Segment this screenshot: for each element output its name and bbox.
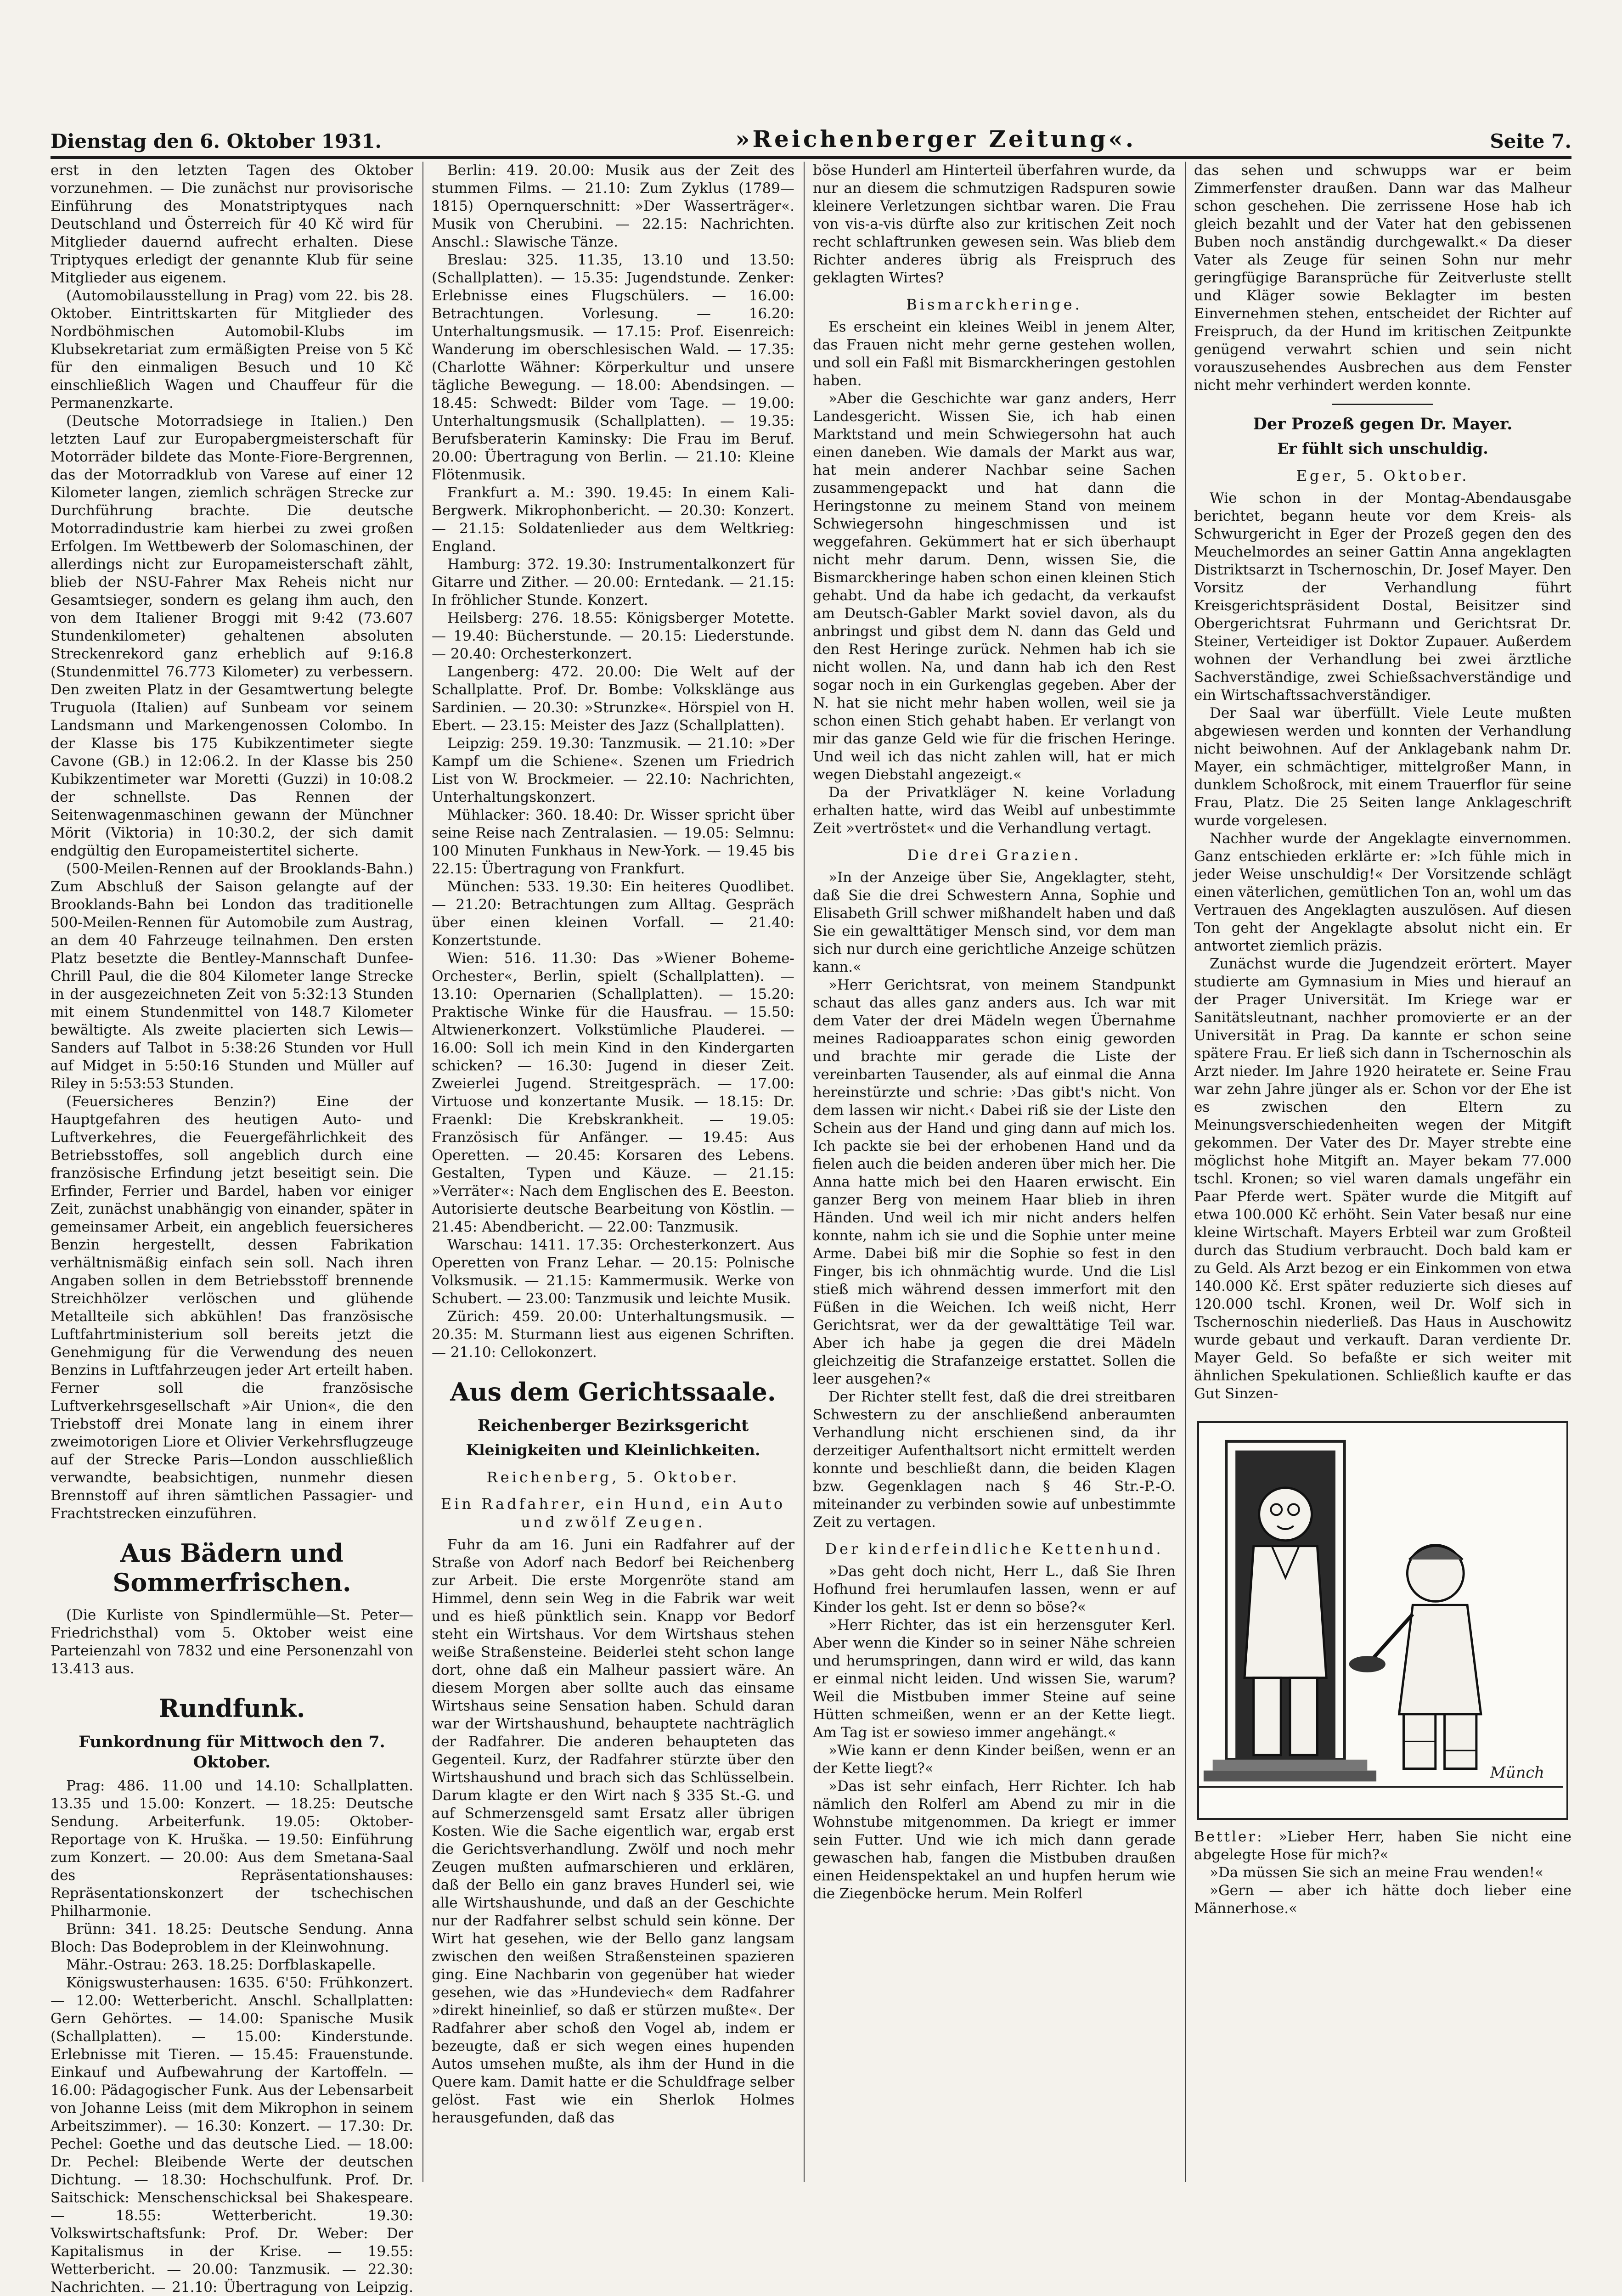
article-text: erst in den letzten Tagen des Oktober vorzunehmen. — Die zunächst nur provisorische Einführung des Monatstriptyques nach Deutschland und Österreich für 40 Kč wird für Mitglieder dauernd aufrecht erhalten. Diese Triptyques erledigt der genannte Klub für seine Mitglieder aus eigenem.: [51, 162, 413, 286]
radio-listing-breslau: Breslau: 325. 11.35, 13.10 und 13.50: (Schallplatten). — 15.35: Jugendstunde. Zenker: Erlebnisse eines Flugschülers. — 16.00: Betrachtungen. Vorlesung. — 16.20: Unterhaltungsmusik. — 17.15: Prof. Eisenreich: Wanderung im oberschlesischen Wald. — 17.35: (Charlotte Wähner: Körperkultur und unsere tägliche Bewegung. — 18.00: Abendsingen. — 18.45: Schwedt: Bilder vom Tage. — 19.00: Unterhaltungsmusik (Schallplatten). — 19.35: Berufsberaterin Kaminsky: Die Frau im Beruf. 20.00: Übertragung von Berlin. — 21.10: Kleine Flötenmusik.: [432, 252, 794, 483]
story-text: »Herr Gerichtsrat, von meinem Standpunkt schaut das alles ganz anders aus. Ich war mit dem Vater der drei Mädeln wegen Übernahme meines Radioapparates schon einig geworden und brachte mir gerade die Liste der vereinbarten Tausender, als auf einmal die Anna hereinstürzte und schrie: ›Das gibt's nicht. Von dem lassen wir nicht.‹ Dabei riß sie der Liste den Schein aus der Hand und ging dann auf mich los. Ich packte sie bei der erhobenen Hand und da fielen auch die beiden anderen über mich her. Die Anna hatte mich bei den Haaren erwischt. Ein ganzer Berg von meinem Haar blieb in ihren Händen. Und weil ich mir nicht anders helfen konnte, nahm ich sie und die Sophie unter meine Arme. Dabei biß mir die Sophie so fest in den Finger, bis ich ohnmächtig wurde. Und die Lisl stieß mich während dessen immerfort mit den Füßen in die Weichen. Ich weiß nicht, Herr Gerichtsrat, wer da der gewalttätige Teil war. Aber ich habe ja gegen die drei Mädeln gleichzeitig die Strafanzeige erstattet. Sollen die leer ausgehen?«: [813, 977, 1176, 1387]
story-subtitle-mayer: Er fühlt sich unschuldig.: [1277, 439, 1488, 457]
section-heading-courtroom: Aus dem Gerichtssaale.: [450, 1377, 776, 1407]
story-title-chain-dog: Der kinderfeindliche Kettenhund.: [825, 1540, 1164, 1558]
story-text: »Das geht doch nicht, Herr L., daß Sie Ihren Hofhund frei herumlaufen lassen, wenn er auf Kinder los geht. Ist er denn so böse?«: [813, 1563, 1176, 1615]
radio-listing-heilsberg: Heilsberg: 276. 18.55: Königsberger Motette. — 19.40: Bücherstunde. — 20.15: Liederstunde. — 20.40: Orchesterkonzert.: [432, 610, 794, 662]
radio-schedule-title: Funkordnung für Mittwoch den 7. Oktober.: [79, 1733, 385, 1772]
newspaper-title: »Reichenberger Zeitung«.: [735, 125, 1137, 152]
radio-listing-ostrau: Mähr.-Ostrau: 263. 18.25: Dorfblaskapelle.: [66, 1957, 376, 1973]
radio-listing-koenigswusterhausen: Königswusterhausen: 1635. 6'50: Frühkonzert. — 12.00: Wetterbericht. Anschl. Schallplatten: Gern Gehörtes. — 14.00: Spanische Musik (Schallplatten). — 15.00: Kinderstunde. Erlebnisse mit Tieren. — 15.45: Frauenstunde. Einkauf und Aufbewahrung der Kartoffeln. — 16.00: Pädagogischer Funk. Aus der Lebensarbeit von Johanne Leiss (mit dem Mikrophon in seinem Arbeitszimmer). — 16.30: Konzert. — 17.30: Dr. Pechel: Goethe und das deutsche Lied. — 18.00: Dr. Pechel: Bleibende Werte der deutschen Dichtung. — 18.30: Hochschulfunk. Prof. Dr. Saitschick: Menschenschicksal bei Shakespeare. — 18.55: Wetterbericht. 19.30: Volkswirtschaftsfunk: Prof. Dr. Weber: Der Kapitalismus in der Krise. — 19.55: Wetterbericht. — 20.00: Tanzmusik. — 22.30: Nachrichten. — 21.10: Übertragung von Leipzig.: [51, 1975, 413, 2296]
story-title-mayer: Der Prozeß gegen Dr. Mayer.: [1253, 415, 1513, 433]
page-header: [51, 120, 1571, 159]
dateline: Eger, 5. Oktober.: [1296, 467, 1470, 484]
radio-listing-prag: Prag: 486. 11.00 und 14.10: Schallplatten. 13.35 und 15.00: Konzert. — 18.25: Deutsche Sendung. Arbeiterfunk. 19.05: Oktober-Reportage von K. Hruška. — 19.50: Einführung zum Konzert. — 20.00: Aus dem Smetana-Saal des Repräsentationshauses: Repräsentationskonzert der tschechischen Philharmonie.: [51, 1778, 413, 1919]
radio-listing-frankfurt: Frankfurt a. M.: 390. 19.45: In einem Kali-Bergwerk. Mikrophonbericht. — 20.30: Konzert. — 21.15: Soldatenlieder aus dem Weltkrieg: England.: [432, 484, 794, 555]
radio-listing-hamburg: Hamburg: 372. 19.30: Instrumentalkonzert für Gitarre und Zither. — 20.00: Erntedank. — 21.15: In fröhlicher Stunde. Konzert.: [432, 556, 794, 608]
cartoon-caption-1: Bettler: »Lieber Herr, haben Sie nicht eine abgelegte Hose für mich?«: [1194, 1829, 1571, 1863]
story-text: Wie schon in der Montag-Abendausgabe berichtet, begann heute vor dem Kreis- als Schwurgericht in Eger der Prozeß gegen den des Meuchelmordes an seiner Gattin Anna angeklagten Distriktsarzt in Tschernoschin, Dr. Josef Mayer. Den Vorsitz der Verhandlung führt Kreisgerichtspräsident Dostal, Beisitzer sind Obergerichtsrat Fuhrmann und Gerichtsrat Dr. Steiner, Verteidiger ist Doktor Zupauer. Außerdem wohnen der Verhandlung bei zwei ärztliche Sachverständige, zwei Schießsachverständige und ein Wirtschaftssachverständiger.: [1194, 490, 1571, 703]
cartoon-caption-3: »Gern — aber ich hätte doch lieber eine Männerhose.«: [1194, 1882, 1571, 1917]
story-text-cyclist-cont: böse Hunderl am Hinterteil überfahren wurde, da nur an diesem die schmutzigen Radspuren sowie kleinere Verletzungen sichtbar waren. Die Frau von vis-a-vis dürfte also zur kritischen Zeit noch recht schlaftrunken gewesen sein. Was blieb dem Richter anderes übrig als Freispruch des geklagten Wirtes?: [813, 162, 1176, 286]
story-title-herring: Bismarckheringe.: [906, 296, 1082, 313]
story-title-graces: Die drei Grazien.: [907, 846, 1081, 864]
radio-listing-warschau: Warschau: 1411. 17.35: Orchesterkonzert. Aus Operetten von Franz Lehar. — 20.15: Polnische Volksmusik. — 21.15: Kammermusik. Werke von Schubert. — 23.00: Tanzmusik und leichte Musik.: [432, 1237, 794, 1307]
radio-listing-wien: Wien: 516. 11.30: Das »Wiener Boheme-Orchester«, Berlin, spielt (Schallplatten). — 13.10: Opernarien (Schallplatten). — 15.20: Praktische Winke für die Hausfrau. — 15.50: Altwienerkonzert. Volkstümliche Plauderei. — 16.00: Soll ich mein Kind in den Kindergarten schicken? — 16.30: Jugend in dieser Zeit. Zweierlei Jugend. Streitgespräch. — 17.00: Virtuose und konzertante Musik. — 18.15: Dr. Fraenkl: Die Krebskrankheit. — 19.05: Französisch für Anfänger. — 19.45: Aus Operetten. — 20.45: Korsaren des Lebens. Gestalten, Typen und Käuze. — 21.15: »Verräter«: Nach dem Englischen des E. Beeston. Autorisierte deutsche Bearbeitung von Köstlin. — 21.45: Abendbericht. — 22.00: Tanzmusik.: [432, 950, 794, 1235]
section-heading-radio: Rundfunk.: [158, 1694, 305, 1723]
story-text-chain-dog-cont: das sehen und schwupps war er beim Zimmerfenster draußen. Dann war das Malheur schon geschehen. Die zerrissene Hose hab ich gleich bezahlt und der Vater hat den gebissenen Buben noch anständig durchgewalkt.« Da dieser Vater als Zeuge für seinen Sohn nur mehr geringfügige Baransprüche für Zeitverluste stellt und Kläger sowie Beklagter im besten Einvernehmen stehen, entscheidet der Richter auf Freispruch, da der Hund im kritischen Zeitpunkte genügend verwahrt schien und sein nicht vorauszusehendes Ausbrechen aus dem Fenster nicht mehr verhindert werden konnte.: [1194, 162, 1571, 394]
page-number: Seite 7.: [1490, 130, 1571, 152]
column-3: [813, 162, 1176, 2182]
cartoon-caption-2: »Da müssen Sie sich an meine Frau wenden!«: [1210, 1864, 1544, 1881]
cartoon-signature: Münch: [1490, 1763, 1544, 1782]
story-text: Da der Privatkläger N. keine Vorladung erhalten hatte, wird das Weibl auf unbestimmte Zeit »vertröstet« und die Verhandlung vertagt.: [813, 784, 1176, 837]
brief-automobile-exhibition: (Automobilausstellung in Prag) vom 22. bis 28. Oktober. Eintrittskarten für Mitglieder des Nordböhmischen Automobil-Klubs im Klubsekretariat zum ermäßigten Preise von 5 Kč für den einmaligen Besuch und 10 Kč einschließlich Wagen und Chauffeur für die Permanenzkarte.: [51, 287, 413, 411]
radio-listing-zuerich: Zürich: 459. 20.00: Unterhaltungsmusik. — 20.35: M. Sturmann liest aus eigenen Schriften. — 21.10: Cellokonzert.: [432, 1308, 794, 1361]
story-text: Der Richter stellt fest, daß die drei streitbaren Schwestern zu der anschließend anberaumten Verhandlung nicht erschienen sind, da ihr derzeitiger Aufenthaltsort nicht ermittelt werden konnte und beschließt dann, die beiden Klagen bzw. Gegenklagen nach § 46 Str.-P.-O. miteinander zu verbinden sowie auf unbestimmte Zeit zu vertagen.: [813, 1389, 1176, 1531]
story-text: Nachher wurde der Angeklagte einvernommen. Ganz entschieden erklärte er: »Ich fühle mich in jeder Weise unschuldig!« Der Vorsitzende schlägt einen väterlichen, gemütlichen Ton an, wohl um das Vertrauen des Angeklagten auszulösen. Auf diesen Ton geht der Angeklagte absolut nicht ein. Er antwortet ziemlich präzis.: [1194, 830, 1571, 954]
brief-fireproof-petrol: (Feuersicheres Benzin?) Eine der Hauptgefahren des heutigen Auto- und Luftverkehres, die Feuergefährlichkeit des Betriebsstoffes, soll angeblich durch eine französische Erfindung jetzt beseitigt sein. Die Erfinder, Ferrier und Bardel, haben vor einiger Zeit, zunächst unabhängig von einander, später in gemeinsamer Arbeit, ein angeblich feuersicheres Benzin hergestellt, dessen Fabrikation verhältnismäßig einfach sein soll. Nach ihren Angaben sollen in dem Betriebsstoff brennende Streichhölzer verlöschen und glühende Metallteile sich abkühlen! Das französische Luftfahrtministerium soll bereits jetzt die Genehmigung für die Verwendung des neuen Benzins in Luftfahrzeugen jeder Art erteilt haben. Ferner soll die französische Luftverkehrsgesellschaft »Air Union«, die den Triebstoff drei Monate lang in einem ihrer zweimotorigen Liore et Olivier Verkehrsflugzeuge auf der Strecke Paris—London ausschließlich verwandte, beabsichtigen, nunmehr diesen Brennstoff auf ihren sämtlichen Passagier- und Frachtstrecken einzuführen.: [51, 1093, 413, 1522]
brief-motorcycle-victories: (Deutsche Motorradsiege in Italien.) Den letzten Lauf zur Europabergmeisterschaft für Motorräder bildete das Monte-Fiore-Bergrennen, das der Motorradklub von Varese auf einer 12 Kilometer langen, ziemlich schrägen Strecke zur Durchführung brachte. Die deutsche Motorradindustrie kam hierbei zu zwei großen Erfolgen. Im Wettbewerb der Solomaschinen, der allerdings nicht zur Europameisterschaft zählt, blieb der NSU-Fahrer Max Reheis nicht nur Gesamtsieger, sondern es gelang ihm auch, den von dem Italiener Broggi mit 9:42 (73.607 Stundenkilometer) gehaltenen absoluten Streckenrekord ganz erheblich auf 9:16.8 (Stundenmittel 76.773 Kilometer) zu verbessern. Den zweiten Platz in der Gesamtwertung belegte Truguola (Italien) auf Sunbeam vor seinem Landsmann und Markengenossen Colombo. In der Klasse bis 175 Kubikzentimeter siegte Cavone (GB.) in 12:06.2. In der Klasse bis 250 Kubikzentimeter war Moretti (Guzzi) in 10:08.2 der schnellste. Das Rennen der Seitenwagenmaschinen gewann der Münchner Mörit (Viktoria) in 10:30.2, der sich damit endgültig den Europameistertitel sicherte.: [51, 413, 413, 859]
section-heading-spas: Aus Bädern und Sommerfrischen.: [113, 1538, 351, 1597]
radio-listing-berlin: Berlin: 419. 20.00: Musik aus der Zeit des stummen Films. — 21.10: Zum Zyklus (1789—1815) Opernquerschnitt: »Der Wasserträger«. Musik von Cherubini. — 22.15: Nachrichten. Anschl.: Slawische Tänze.: [432, 162, 794, 250]
column-4: [1194, 162, 1571, 2182]
court-subtitle: Kleinigkeiten und Kleinlichkeiten.: [466, 1441, 760, 1459]
radio-listing-bruenn: Brünn: 341. 18.25: Deutsche Sendung. Anna Bloch: Das Bodeproblem in der Kleinwohnung.: [51, 1921, 413, 1955]
dateline: Reichenberg, 5. Oktober.: [486, 1469, 740, 1486]
radio-listing-leipzig: Leipzig: 259. 19.30: Tanzmusik. — 21.10: »Der Kampf um die Schiene«. Szenen um Friedrich List von W. Brockmeier. — 22.10: Nachrichten, Unterhaltungskonzert.: [432, 735, 794, 805]
divider: [1332, 404, 1433, 405]
radio-listing-langenberg: Langenberg: 472. 20.00: Die Welt auf der Schallplatte. Prof. Dr. Bombe: Volksklänge aus Sardinien. — 20.30: »Strunzke«. Hörspiel von H. Ebert. — 23.15: Meister des Jazz (Schallplatten).: [432, 664, 794, 734]
story-title-cyclist: Ein Radfahrer, ein Hund, ein Auto und zwölf Zeugen.: [440, 1495, 786, 1531]
story-text: »Aber die Geschichte war ganz anders, Herr Landesgericht. Wissen Sie, ich hab einen Marktstand und mein Schwiegersohn hat auch einen daneben. Wie damals der Markt aus war, hat mein anderer Nachbar seine Sachen zusammengepackt und hat dann die Heringstonne zu meinem Stand von meinem Schwiegersohn hingeschmissen und ist weggefahren. Gekümmert hat er sich überhaupt nicht mehr darum. Denn, wissen Sie, die Bismarckheringe haben schon einen kleinen Stich gehabt. Und da habe ich gedacht, da verkaufst am Deutsch-Gabler Markt soviel davon, als du anbringst und gibst dem N. dann das Geld und den Rest Heringe zurück. Nehmen hab ich sie nicht wollen. Na, und dann hab ich den Rest sogar noch in ein Gurkenglas gegeben. Aber der N. hat sie nicht mehr haben wollen, weil sie ja schon einen Stich gehabt haben. Er verlangt von mir das ganze Geld wie für die frischen Heringe. Und weil ich das nicht zahlen will, hat er mich wegen Diebstahl angezeigt.«: [813, 390, 1176, 783]
story-text: »Wie kann er denn Kinder beißen, wenn er an der Kette liegt?«: [813, 1742, 1176, 1777]
story-text: Der Saal war überfüllt. Viele Leute mußten abgewiesen werden und konnten der Verhandlung nicht beiwohnen. Auf der Anklagebank nahm Dr. Mayer, ein schmächtiger, mittelgroßer Mann, in dunklem Schoßrock, mit einem Trauerflor für seine Frau, Platz. Die 25 Seiten lange Anklageschrift wurde vorgelesen.: [1194, 705, 1571, 829]
column-2: [432, 162, 794, 2182]
story-text: Zunächst wurde die Jugendzeit erörtert. Mayer studierte am Gymnasium in Mies und hierauf an der Prager Universität. Im Kriege war er Sanitätsleutnant, nachher promovierte er an der Universität in Prag. Da kannte er schon seine spätere Frau. Er ließ sich dann in Tschernoschin als Arzt nieder. Im Jahre 1920 heiratete er. Seine Frau war zehn Jahre jünger als er. Schon vor der Ehe ist es zwischen den Eltern zu Meinungsverschiedenheiten wegen der Mitgift gekommen. Der Vater des Dr. Mayer strebte eine möglichst hohe Mitgift an. Mayer bekam 77.000 tschl. Kronen; so viel waren damals ungefähr ein Paar Pferde wert. Später wurde die Mitgift auf etwa 100.000 Kč erhöht. Sein Vater besaß nur eine kleine Wirtschaft. Mayers Erbteil war zum Großteil durch das Studium verbraucht. Doch bald kam er zu Geld. Als Arzt bezog er ein Einkommen von etwa 140.000 Kč. Erst später reduzierte sich dieses auf 120.000 tschl. Kronen, weil Dr. Wolf sich in Tschernoschin niederließ. Das Haus in Auschowitz wurde gebaut und verkauft. Daran verdiente Dr. Mayer Geld. So befaßte er sich weiter mit ähnlichen Spekulationen. Schließlich kaufte er das Gut Sinzen-: [1194, 956, 1571, 1402]
story-text: »In der Anzeige über Sie, Angeklagter, steht, daß Sie die drei Schwestern Anna, Sophie und Elisabeth Grill schwer mißhandelt haben und daß Sie ein gewalttätiger Mensch sind, vor dem man sich nur durch eine gerichtliche Anzeige schützen kann.«: [813, 869, 1176, 975]
column-1: [51, 162, 413, 2296]
cartoon-drawing: [1199, 1423, 1563, 1814]
radio-listing-muenchen: München: 533. 19.30: Ein heiteres Quodlibet. — 21.20: Betrachtungen zum Alltag. Gespräch über einen kleinen Vorfall. — 21.40: Konzertstunde.: [432, 878, 794, 949]
cartoon-illustration: [1197, 1421, 1568, 1820]
brief-brooklands-race: (500-Meilen-Rennen auf der Brooklands-Bahn.) Zum Abschluß der Saison gelangte auf der Brooklands-Bahn bei London das traditionelle 500-Meilen-Rennen für Automobile zum Austrag, an dem 40 Fahrzeuge teilnahmen. Den ersten Platz besetzte die Bentley-Mannschaft Dunfee-Chrill Paul, die die 804 Kilometer lange Strecke in der ausgezeichneten Zeit von 5:32:13 Stunden mit einem Stundenmittel von 148.7 Kilometer bewältigte. Als zweite placierten sich Lewis—Sanders auf Talbot in 5:38:26 Stunden vor Hull auf Midget in 5:50:16 Stunden und Müller auf Riley in 5:53:53 Stunden.: [51, 861, 413, 1092]
story-text: »Herr Richter, das ist ein herzensguter Kerl. Aber wenn die Kinder so in seiner Nähe schreien und herumspringen, dann wird er wild, das kann er einmal nicht leiden. Und wissen Sie, warum? Weil die Mistbuben immer Steine auf seine Hütten schmeißen, wenn er an der Kette liegt. Am Tag ist er sowieso immer angehängt.«: [813, 1617, 1176, 1741]
court-name: Reichenberger Bezirksgericht: [477, 1416, 749, 1435]
story-text: »Das ist sehr einfach, Herr Richter. Ich hab nämlich den Rolferl am Abend zu mir in die Wohnstube mitgenommen. Da kriegt er immer sein Futter. Und wie ich mich dann gerade gewaschen hab, fangen die Mistbuben draußen einen Heidenspektakel an und hupfen herum wie die Ziegenböcke herum. Mein Rolferl: [813, 1778, 1176, 1902]
story-text: Es erscheint ein kleines Weibl in jenem Alter, das Frauen nicht mehr gerne gestehen wollen, und soll ein Faßl mit Bismarckheringen gestohlen haben.: [813, 319, 1176, 389]
page-columns: [51, 162, 1571, 2296]
brief-spa-list: (Die Kurliste von Spindlermühle—St. Peter—Friedrichsthal) vom 5. Oktober weist eine Parteienzahl von 7832 und eine Personenzahl von 13.413 aus.: [51, 1607, 413, 1677]
header-date: Dienstag den 6. Oktober 1931.: [51, 130, 382, 152]
radio-listing-muehlacker: Mühlacker: 360. 18.40: Dr. Wisser spricht über seine Reise nach Zentralasien. — 19.05: Selmnu: 100 Minuten Funkhaus in New-York. — 19.45 bis 22.15: Übertragung von Frankfurt.: [432, 807, 794, 877]
story-text-cyclist: Fuhr da am 16. Juni ein Radfahrer auf der Straße von Adorf nach Bedorf bei Reichenberg zur Arbeit. Die erste Morgenröte stand am Himmel, denn sein Weg in die Fabrik war weit und es hieß pünktlich sein. Knapp vor Bedorf steht ein Wirtshaus. Vor dem Wirtshaus stehen weiße Straßensteine. Beiderlei steht schon lange dort, ohne daß ein Malheur passiert wäre. An diesem Morgen aber sollte auch das einsame Wirtshaus seine Sensation haben. Schuld daran war der Wirtshaushund, behauptete nachträglich der Radfahrer. Die anderen behaupteten das Gegenteil. Kurz, der Radfahrer stürzte über den Wirtshaushund und brach sich das Schlüsselbein. Darum klagte er den Wirt nach § 335 St.-G. und auf Schmerzensgeld samt Ersatz aller übrigen Kosten. Wie die Sache eigentlich war, ergab erst die Gerichtsverhandlung. Zwölf und noch mehr Zeugen mußten aufmarschieren und erklären, daß der Bello ein ganz braves Hunderl sei, wie alle Wirtshaushunde, und daß an der Geschichte nur der Radfahrer selbst schuld sein könne. Der Wirt hat gesehen, wie der Bello ganz langsam zwischen den weißen Straßensteinen spazieren ging. Eine Nachbarin von gegenüber hat wieder gesehen, wie das »Hundeviech« dem Radfahrer »direkt hineinlief, so daß er stürzen mußte«. Der Radfahrer aber schoß den Vogel ab, indem er bezeugte, daß er sich wegen eines hupenden Autos umsehen mußte, als ihm der Hund in die Quere kam. Damit hatte er die Schuldfrage selber gelöst. Fast wie ein Sherlok Holmes herausgefunden, daß das: [432, 1536, 794, 2126]
